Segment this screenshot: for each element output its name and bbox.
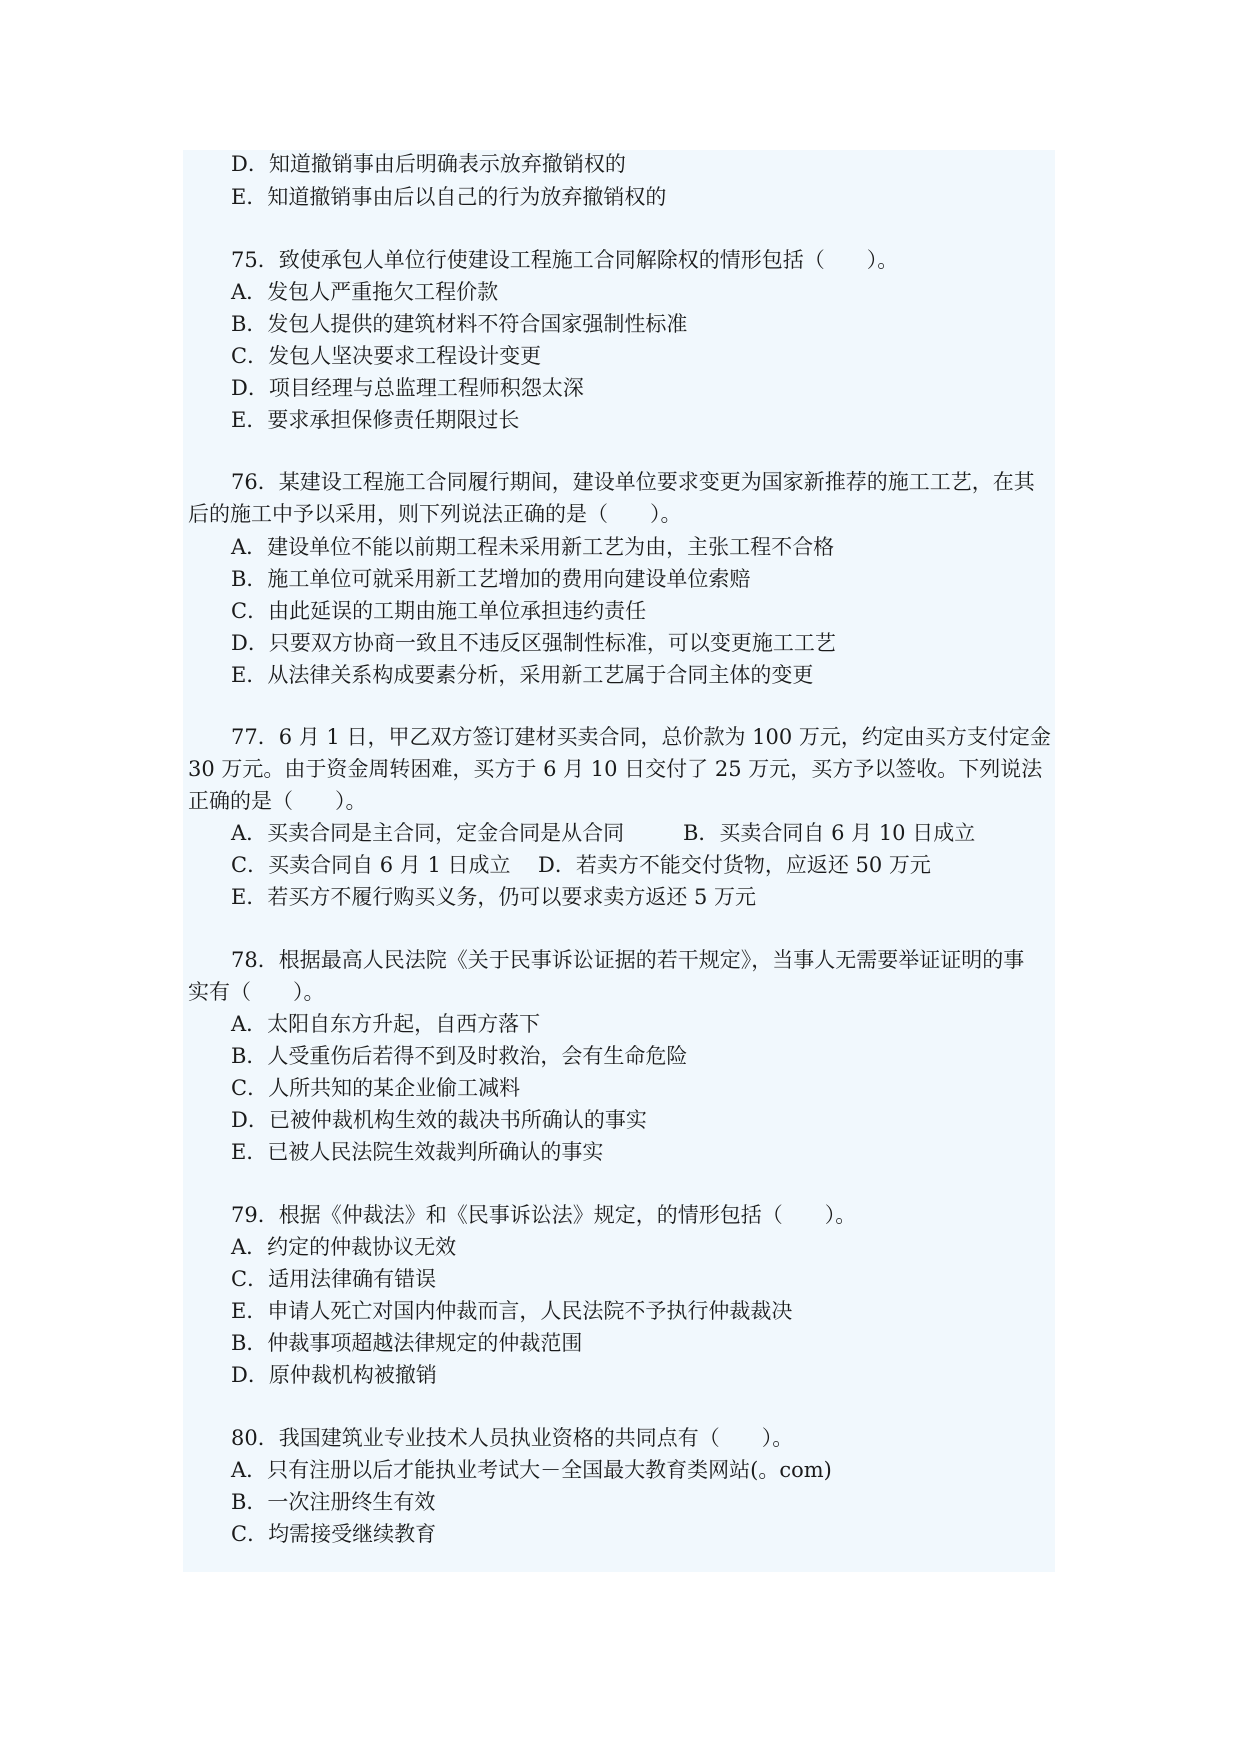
q74-option-e: E．知道撤销事由后以自己的行为放弃撤销权的 xyxy=(231,185,667,209)
q77-option-d: D．若卖方不能交付货物，应返还 50 万元 xyxy=(538,853,931,877)
q76-option-e: E．从法律关系构成要素分析，采用新工艺属于合同主体的变更 xyxy=(231,663,814,687)
q75-option-c: C．发包人坚决要求工程设计变更 xyxy=(231,344,542,368)
q79-option-e: E．申请人死亡对国内仲裁而言，人民法院不予执行仲裁裁决 xyxy=(231,1299,793,1323)
q76-option-c: C．由此延误的工期由施工单位承担违约责任 xyxy=(231,599,647,623)
q79-option-a: A．约定的仲裁协议无效 xyxy=(231,1235,457,1259)
q74-option-d: D．知道撤销事由后明确表示放弃撤销权的 xyxy=(231,152,626,176)
q78-option-a: A．太阳自东方升起，自西方落下 xyxy=(231,1012,541,1036)
q80-option-c: C．均需接受继续教育 xyxy=(231,1522,437,1546)
q77-stem-line-1: 77．6 月 1 日，甲乙双方签订建材买卖合同，总价款为 100 万元，约定由买方支付定金 xyxy=(231,725,1051,749)
q75-option-b: B．发包人提供的建筑材料不符合国家强制性标准 xyxy=(231,312,688,336)
q78-stem-line-1: 78．根据最高人民法院《关于民事诉讼证据的若干规定》，当事人无需要举证证明的事 xyxy=(231,948,1025,972)
q79-option-b: B．仲裁事项超越法律规定的仲裁范围 xyxy=(231,1331,583,1355)
q78-option-e: E．已被人民法院生效裁判所确认的事实 xyxy=(231,1140,604,1164)
q80-option-a: A．只有注册以后才能执业考试大－全国最大教育类网站(。com) xyxy=(231,1458,832,1482)
q79-option-c: C．适用法律确有错误 xyxy=(231,1267,437,1291)
q76-option-a: A．建设单位不能以前期工程未采用新工艺为由，主张工程不合格 xyxy=(231,535,835,559)
q79-option-d: D．原仲裁机构被撤销 xyxy=(231,1363,437,1387)
q75-stem: 75．致使承包人单位行使建设工程施工合同解除权的情形包括（ ）。 xyxy=(231,248,899,272)
q75-option-a: A．发包人严重拖欠工程价款 xyxy=(231,280,499,304)
q76-option-d: D．只要双方协商一致且不违反区强制性标准，可以变更施工工艺 xyxy=(231,631,836,655)
q77-option-b: B．买卖合同自 6 月 10 日成立 xyxy=(683,821,976,845)
q78-option-d: D．已被仲裁机构生效的裁决书所确认的事实 xyxy=(231,1108,647,1132)
q76-stem-line-1: 76．某建设工程施工合同履行期间，建设单位要求变更为国家新推荐的施工工艺，在其 xyxy=(231,470,1035,494)
q80-stem: 80．我国建筑业专业技术人员执业资格的共同点有（ ）。 xyxy=(231,1426,794,1450)
q75-option-e: E．要求承担保修责任期限过长 xyxy=(231,408,520,432)
q77-stem-line-2: 30 万元。由于资金周转困难，买方于 6 月 10 日交付了 25 万元，买方予以签收。下列说法 xyxy=(188,757,1043,781)
q79-stem: 79．根据《仲裁法》和《民事诉讼法》规定，的情形包括（ ）。 xyxy=(231,1203,857,1227)
q78-stem-line-2: 实有（ ）。 xyxy=(188,980,325,1004)
q75-option-d: D．项目经理与总监理工程师积怨太深 xyxy=(231,376,584,400)
q78-option-b: B．人受重伤后若得不到及时救治，会有生命危险 xyxy=(231,1044,688,1068)
q77-option-e: E．若买方不履行购买义务，仍可以要求卖方返还 5 万元 xyxy=(231,885,757,909)
q80-option-b: B．一次注册终生有效 xyxy=(231,1490,436,1514)
q77-stem-line-3: 正确的是（ ）。 xyxy=(188,789,367,813)
q76-option-b: B．施工单位可就采用新工艺增加的费用向建设单位索赔 xyxy=(231,567,751,591)
q77-option-c: C．买卖合同自 6 月 1 日成立 xyxy=(231,853,511,877)
q78-option-c: C．人所共知的某企业偷工减料 xyxy=(231,1076,521,1100)
q77-option-a: A．买卖合同是主合同，定金合同是从合同 xyxy=(231,821,625,845)
q76-stem-line-2: 后的施工中予以采用，则下列说法正确的是（ ）。 xyxy=(188,502,682,526)
